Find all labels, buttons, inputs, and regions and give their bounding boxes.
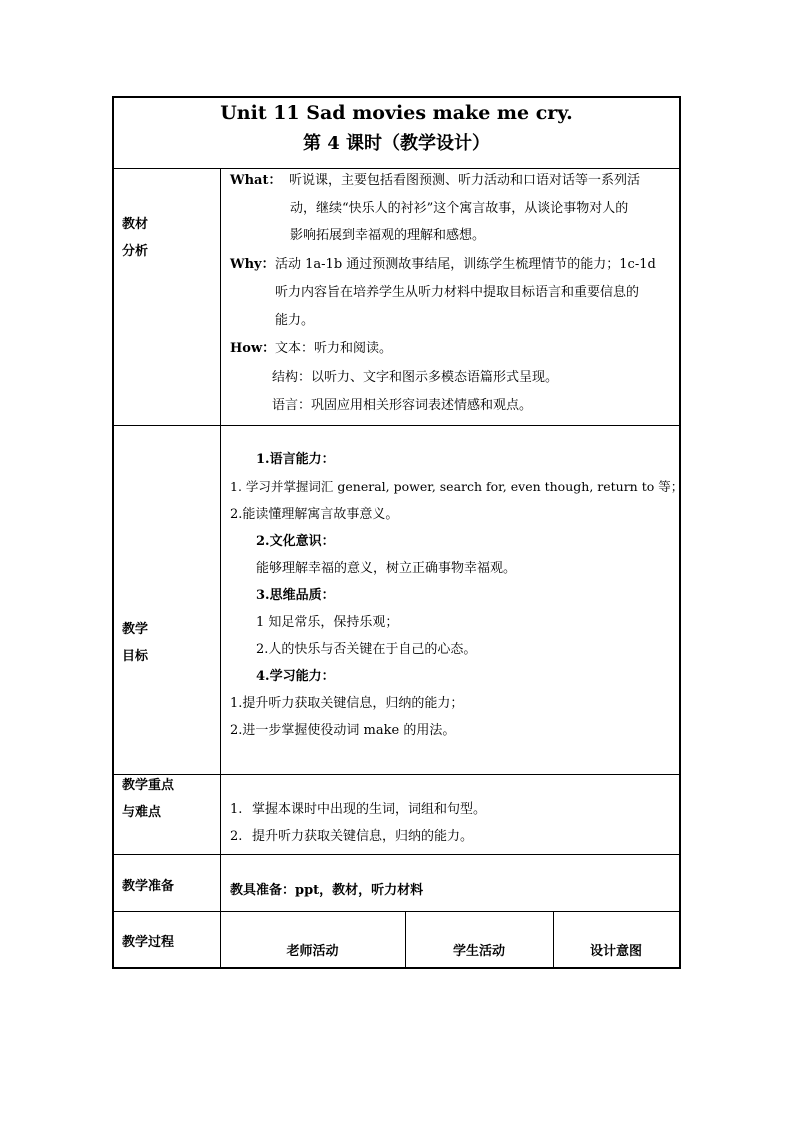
goal-line-1: 1. 学习并掌握词汇 general, power, search for, even though, return to 等； [230,479,684,494]
goal-heading-1: 1.语言能力： [256,452,335,467]
page-subtitle: 第 4 课时（教学设计） [302,133,491,154]
focus-label-1: 教学重点 [122,778,175,793]
why-line-3: 能力。 [275,313,315,328]
how-line-3: 语言：巩固应用相关形容词表述情感和观点。 [272,398,533,413]
student-activity-header: 学生活动 [452,944,505,959]
teacher-activity-header: 老师活动 [286,944,339,959]
prep-text: 教具准备：ppt，教材，听力材料 [230,883,424,898]
goal-line-3: 能够理解幸福的意义，树立正确事物幸福观。 [256,561,517,576]
focus-line-2-num: 2. [230,829,243,844]
goal-heading-3: 3.思维品质： [256,588,335,603]
focus-line-2: 提升听力获取关键信息，归纳的能力。 [252,829,474,844]
what-label: What： [230,173,282,188]
analysis-label-1: 教材 [122,217,149,232]
goal-line-5: 2.人的快乐与否关键在于自己的心态。 [256,642,477,657]
focus-line-1: 掌握本课时中出现的生词，词组和句型。 [252,802,487,817]
goal-heading-2: 2.文化意识： [256,534,335,549]
prep-label: 教学准备 [122,879,175,894]
what-line-2: 动，继续“快乐人的衬衫”这个寓言故事，从谈论事物对人的 [290,201,629,216]
goals-label-2: 目标 [122,649,149,664]
what-line-3: 影响拓展到幸福观的理解和感想。 [290,228,486,243]
why-line-1: 活动 1a-1b 通过预测故事结尾，训练学生梳理情节的能力；1c-1d [275,257,656,272]
goal-line-7: 2.进一步掌握使役动词 make 的用法。 [230,723,456,738]
title-row [114,98,679,169]
goal-line-4: 1 知足常乐，保持乐观； [256,615,399,630]
why-label: Why： [230,257,275,272]
how-line-1: 文本：听力和阅读。 [275,341,393,356]
focus-line-1-num: 1. [230,802,243,817]
design-intent-header: 设计意图 [589,944,642,959]
page-title: Unit 11 Sad movies make me cry. [220,102,573,124]
analysis-label-2: 分析 [122,244,149,259]
how-line-2: 结构：以听力、文字和图示多模态语篇形式呈现。 [272,370,559,385]
goals-label-1: 教学 [122,622,149,637]
why-line-2: 听力内容旨在培养学生从听力材料中提取目标语言和重要信息的 [275,285,640,300]
process-row [114,912,679,969]
focus-row [114,775,679,855]
prep-row [114,855,679,912]
focus-label-2: 与难点 [122,805,162,820]
process-label: 教学过程 [122,935,175,950]
goal-line-2: 2.能读懂理解寓言故事意义。 [230,507,399,522]
goals-row [114,426,684,775]
goal-heading-4: 4.学习能力： [256,669,335,684]
how-label: How： [230,341,276,356]
what-line-1: 听说课，主要包括看图预测、听力活动和口语对话等一系列活 [289,173,641,188]
lesson-plan-table [112,96,684,969]
analysis-row [114,169,679,426]
goal-line-6: 1.提升听力获取关键信息，归纳的能力； [230,696,464,711]
